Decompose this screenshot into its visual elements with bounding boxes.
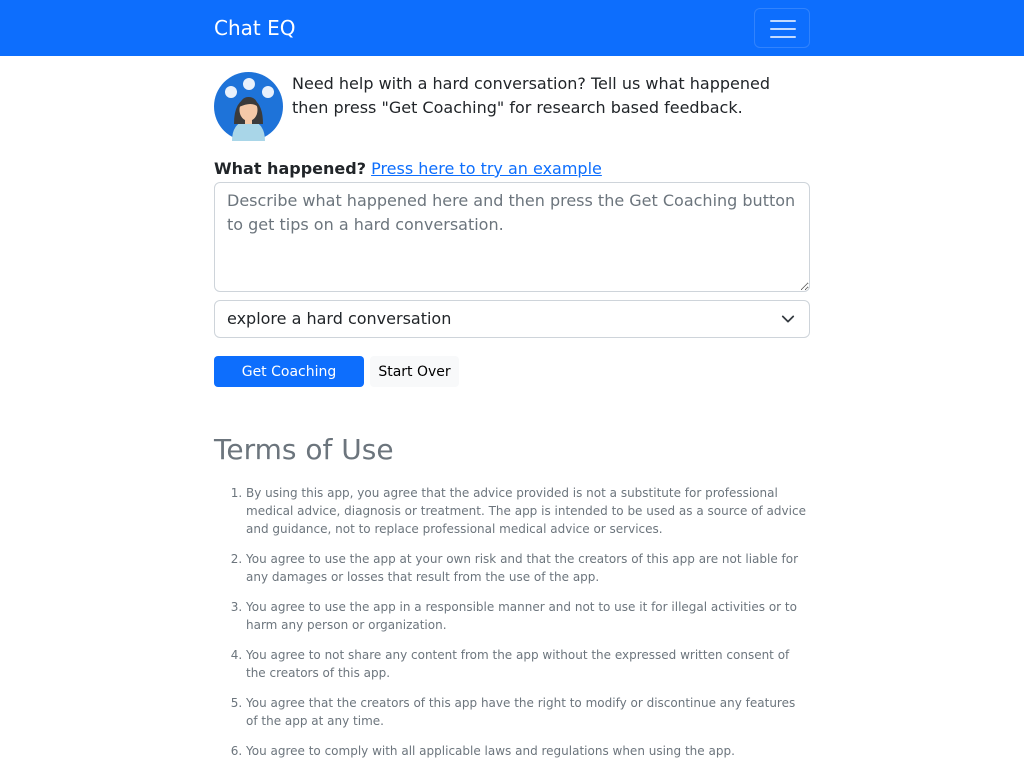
terms-item: 6. You agree to comply with all applicable laws and regulations when using the app. — [246, 742, 810, 760]
get-coaching-button[interactable]: Get Coaching — [214, 356, 364, 387]
terms-item: 5. You agree that the creators of this app have the right to modify or discontinue any features of the app at any time. — [246, 694, 810, 730]
brand-title[interactable]: Chat EQ — [214, 16, 296, 40]
terms-item: 3. You agree to use the app in a responsible manner and not to use it for illegal activities or to harm any person or organization. — [246, 598, 810, 634]
start-over-button[interactable]: Start Over — [370, 356, 459, 387]
hamburger-line — [770, 36, 796, 38]
terms-list — [214, 484, 810, 772]
intro-section — [214, 72, 810, 142]
mode-select[interactable] — [214, 300, 810, 338]
try-example-link[interactable]: Press here to try an example — [371, 159, 602, 178]
intro-text: Need help with a hard conversation? Tell us what happened then press "Get Coaching" for research based feedback. — [292, 74, 771, 117]
navbar — [0, 0, 1024, 56]
terms-item: 4. You agree to not share any content from the app without the expressed written consent of the creators of this app. — [246, 646, 810, 682]
hamburger-menu-icon — [770, 20, 796, 22]
terms-item: 2. You agree to use the app at your own risk and that the creators of this app are not liable for any damages or losses that result from the use of the app. — [246, 550, 810, 586]
menu-toggle-button[interactable] — [754, 8, 810, 48]
woman-avatar-icon — [214, 72, 283, 141]
hamburger-line — [770, 28, 796, 30]
mode-select-value: explore a hard conversation — [227, 309, 452, 328]
terms-title: Terms of Use — [214, 433, 394, 466]
chevron-down-icon — [781, 312, 795, 326]
description-textarea[interactable] — [214, 182, 810, 292]
what-happened-label-row — [214, 158, 602, 180]
terms-item: 1. By using this app, you agree that the advice provided is not a substitute for professional medical advice, diagnosis or treatment. The app is intended to be used as a source of advice and guidance, not to replace professional medical advice or services. — [246, 484, 810, 538]
what-happened-label: What happened? — [214, 159, 366, 178]
